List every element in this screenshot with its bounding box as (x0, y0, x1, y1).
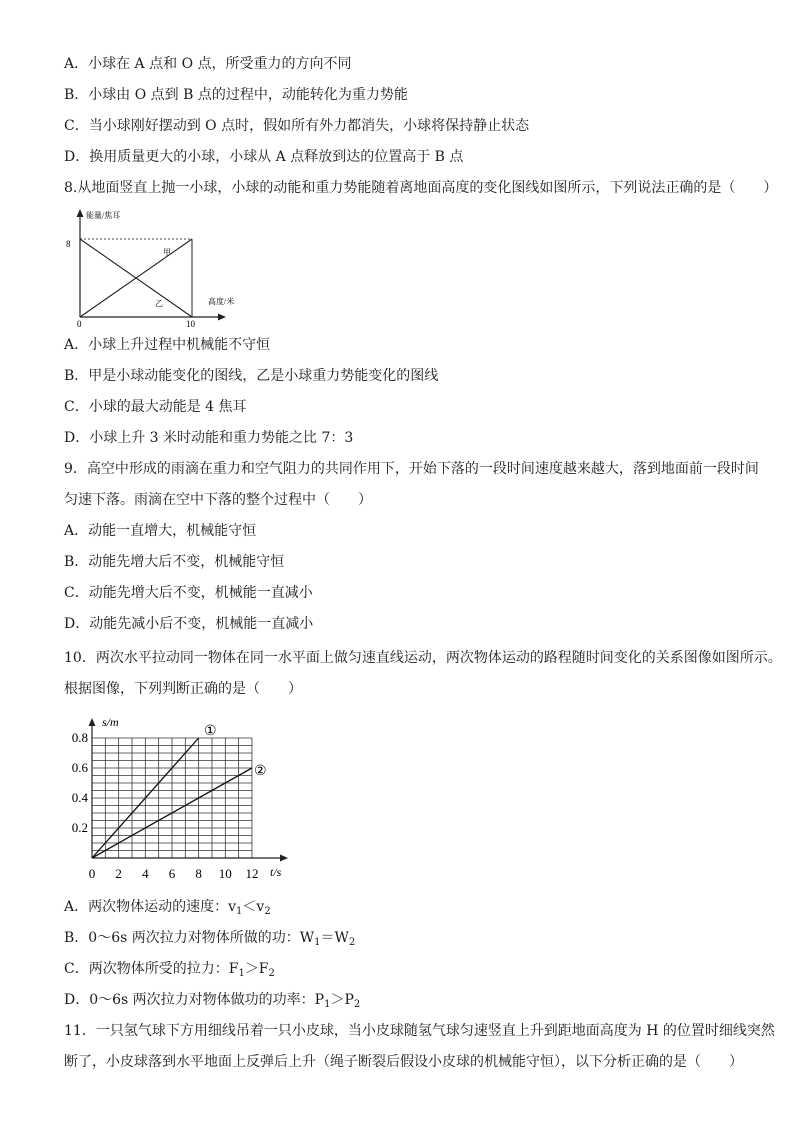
q7-option-d[interactable]: D．换用质量更大的小球，小球从 A 点释放到达的位置高于 B 点 (64, 149, 464, 165)
q10-option-a[interactable] (64, 897, 271, 917)
q8-series-label-jia: 甲 (163, 248, 171, 257)
q10-x-tick-10: 10 (218, 866, 232, 881)
q10-option-b-text: B．0～6s 两次拉力对物体所做的功：W (64, 930, 315, 946)
q10-y-tick-0.8: 0.8 (71, 730, 88, 745)
q10-option-c-relation: ＞F (244, 961, 269, 977)
q8-option-b[interactable]: B．甲是小球动能变化的图线，乙是小球重力势能变化的图线 (64, 368, 439, 384)
q10-x-tick-4: 4 (142, 866, 149, 881)
q11-stem-line1: 11．一只氢气球下方用细线吊着一只小皮球，当小皮球随氢气球匀速竖直上升到距地面高度为 H 的位置时细线突然 (64, 1023, 775, 1039)
q10-option-b[interactable] (64, 928, 355, 948)
q9-option-c[interactable]: C．动能先增大后不变，机械能一直减小 (64, 585, 313, 601)
q10-option-d[interactable] (64, 990, 360, 1010)
q10-option-a-relation: ＜v (242, 899, 265, 915)
q8-x-arrow-icon (218, 314, 226, 321)
q10-series-label-1: ① (204, 724, 217, 739)
q8-y-arrow-icon (77, 209, 84, 217)
q10-y-arrow-icon (89, 718, 96, 726)
q8-series-label-yi: 乙 (155, 299, 163, 308)
q10-stem-line2: 根据图像，下列判断正确的是（ ） (64, 681, 302, 697)
q7-option-b[interactable]: B．小球由 O 点到 B 点的过程中，动能转化为重力势能 (64, 87, 408, 103)
q8-option-c[interactable]: C．小球的最大动能是 4 焦耳 (64, 399, 247, 415)
q10-x-tick-6: 6 (168, 866, 176, 881)
q10-option-a-text: A．两次物体运动的速度：v (64, 899, 237, 915)
q10-option-b-relation: ＝W (320, 930, 349, 946)
q10-option-a-sub1: 1 (236, 906, 243, 917)
q10-option-d-relation: ＞P (330, 992, 354, 1008)
q10-option-b-sub1: 1 (314, 937, 321, 948)
q10-x-axis-label: t/s (270, 865, 282, 879)
q10-series-label-2: ② (254, 764, 267, 779)
q10-x-tick-0: 0 (88, 866, 96, 881)
q8-option-a[interactable]: A．小球上升过程中机械能不守恒 (64, 337, 271, 353)
q10-option-c-text: C．两次物体所受的拉力：F (64, 961, 239, 977)
q10-x-tick-8: 8 (195, 866, 202, 881)
q10-distance-time-chart (60, 712, 300, 882)
q9-option-a[interactable]: A．动能一直增大，机械能守恒 (64, 523, 257, 539)
q11-stem-line2: 断了，小皮球落到水平地面上反弹后上升（绳子断裂后假设小皮球的机械能守恒），以下分析正确的是（ ） (64, 1054, 743, 1070)
q10-option-a-sub2: 2 (264, 906, 271, 917)
q10-option-d-text: D．0～6s 两次拉力对物体做功的功率：P (64, 992, 325, 1008)
q10-y-axis-label: s/m (102, 715, 119, 729)
q10-x-tick-2: 2 (115, 866, 122, 881)
q8-energy-height-chart (62, 205, 252, 327)
q8-option-d[interactable]: D．小球上升 3 米时动能和重力势能之比 7：3 (64, 430, 354, 446)
q10-stem-line1: 10．两次水平拉动同一物体在同一水平面上做匀速直线运动，两次物体运动的路程随时间变化的关系图像如图所示。 (64, 650, 782, 666)
q10-option-d-sub2: 2 (353, 999, 361, 1010)
q10-y-tick-0.4: 0.4 (71, 790, 88, 805)
q10-x-tick-12: 12 (245, 866, 259, 881)
q8-x-tick-0: 0 (77, 319, 82, 327)
q8-x-axis-label: 高度/米 (208, 297, 235, 306)
q8-y-tick-8: 8 (66, 239, 71, 249)
q10-option-c-sub1: 1 (238, 968, 245, 979)
q10-option-c[interactable] (64, 959, 275, 979)
q10-option-c-sub2: 2 (268, 968, 275, 979)
q8-y-axis-label: 能量/焦耳 (86, 211, 121, 220)
q9-stem-line2: 匀速下落。雨滴在空中下落的整个过程中（ ） (64, 492, 372, 508)
q10-y-tick-0.2: 0.2 (71, 820, 88, 835)
q8-series-lines (80, 239, 192, 317)
q9-option-d[interactable]: D．动能先减小后不变，机械能一直减小 (64, 616, 314, 632)
q9-option-b[interactable]: B．动能先增大后不变，机械能守恒 (64, 554, 285, 570)
q9-stem-line1: 9．高空中形成的雨滴在重力和空气阻力的共同作用下，开始下落的一段时间速度越来越大，落到地面前一段时间 (64, 461, 759, 477)
q10-x-arrow-icon (280, 855, 288, 862)
q7-option-a[interactable]: A．小球在 A 点和 O 点，所受重力的方向不同 (64, 56, 352, 72)
q10-option-d-sub1: 1 (324, 999, 331, 1010)
q8-x-tick-10: 10 (186, 319, 195, 327)
q7-option-c[interactable]: C．当小球刚好摆动到 O 点时，假如所有外力都消失，小球将保持静止状态 (64, 118, 530, 134)
q10-y-tick-0.6: 0.6 (71, 760, 88, 775)
q10-grid (92, 738, 252, 858)
q10-option-b-sub2: 2 (348, 937, 356, 948)
q8-stem: 8.从地面竖直上抛一小球，小球的动能和重力势能随着离地面高度的变化图线如图所示，下列说法正确的是（ ） (64, 180, 778, 196)
